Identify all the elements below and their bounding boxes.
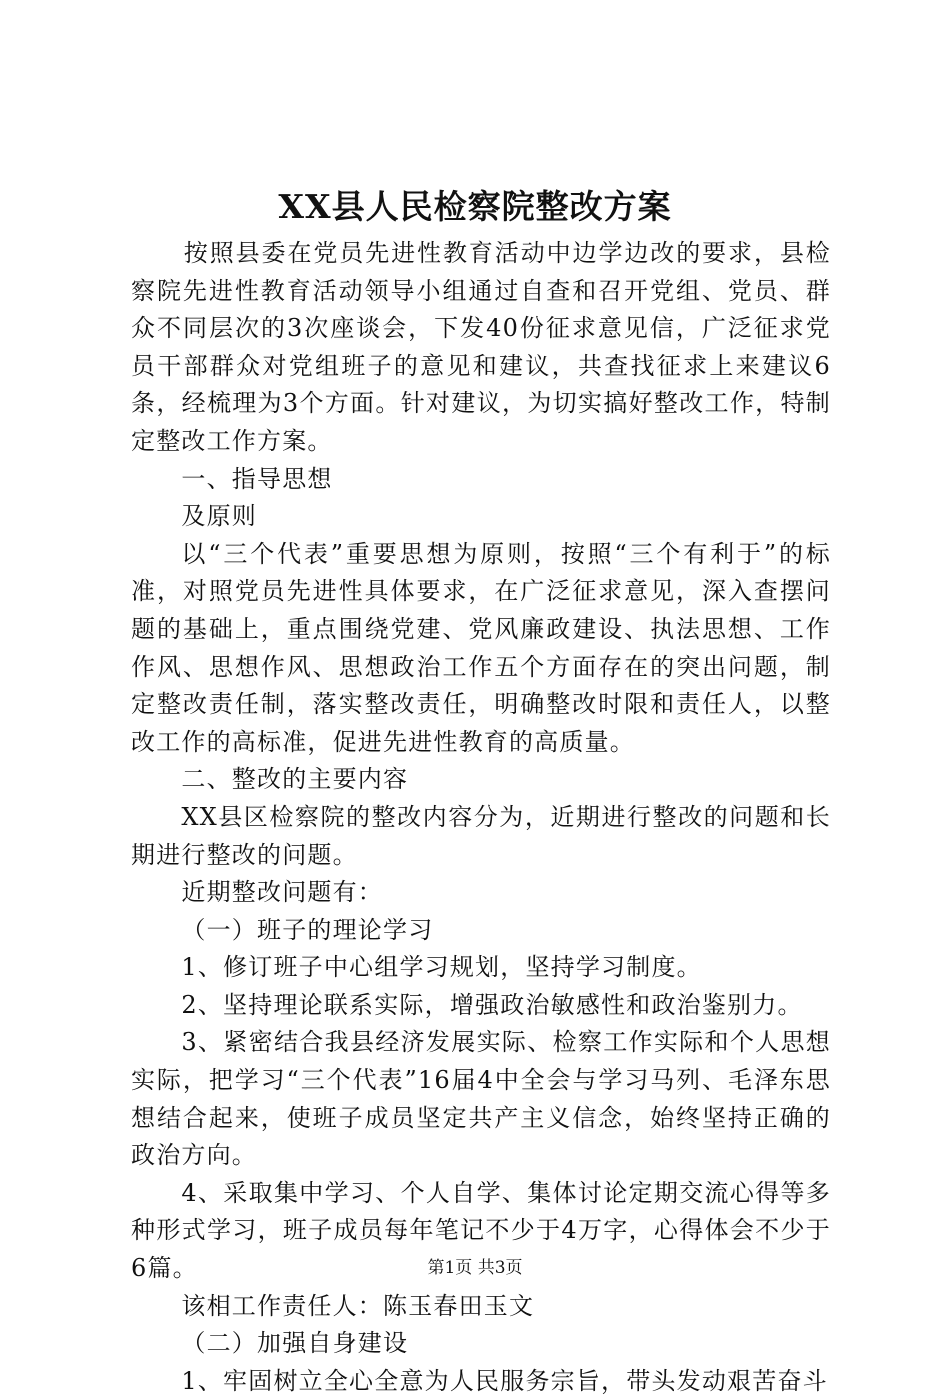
page-footer: 第1页 共3页 [427,1258,523,1278]
list-item-4: 4、采取集中学习、个人自学、集体讨论定期交流心得等多种形式学习，班子成员每年笔记不少于4万字，心得体会不少于6篇。 [131,1178,831,1283]
subheading-self-building: （二）加强自身建设 [181,1329,409,1358]
subheading-theory-study: （一）班子的理论学习 [181,915,434,944]
heading-principle: 及原则 [181,502,257,531]
heading-guiding-thought: 一、指导思想 [181,464,333,493]
paragraph-guiding-thought: 以“三个代表”重要思想为原则，按照“三个有利于”的标准，对照党员先进性具体要求，在广泛征求意见，深入查摆问题的基础上，重点围绕党建、党风廉政建设、执法思想、工作作风、思想作风、思想政治工作五个方面存在的突出问题，制定整改责任制，落实整改责任，明确整改时限和责任人，以整改工作的高标准，促进先进性教育的高质量。 [131,539,831,756]
document-title: XX县人民检察院整改方案 [278,187,672,226]
list-item-self-building-1: 1、牢固树立全心全意为人民服务宗旨，带头发动艰苦奋斗 [181,1366,828,1395]
paragraph-near-term-issues: 近期整改问题有： [181,878,383,907]
list-item-1: 1、修订班子中心组学习规划，坚持学习制度。 [181,953,702,982]
heading-main-content: 二、整改的主要内容 [181,765,409,794]
list-item-2: 2、坚持理论联系实际，增强政治敏感性和政治鉴别力。 [181,990,803,1019]
paragraph-responsible-persons: 该相工作责任人：陈玉春田玉文 [181,1291,535,1320]
list-item-3: 3、紧密结合我县经济发展实际、检察工作实际和个人思想实际，把学习“三个代表”16届4中全会与学习马列、毛泽东思想结合起来，使班子成员坚定共产主义信念，始终坚持正确的政治方向。 [131,1028,831,1170]
paragraph-intro: 按照县委在党员先进性教育活动中边学边改的要求，县检察院先进性教育活动领导小组通过自查和召开党组、党员、群众不同层次的3次座谈会，下发40份征求意见信，广泛征求党员干部群众对党组班子的意见和建议，共查找征求上来建议6条，经梳理为3个方面。针对建议，为切实搞好整改工作，特制定整改工作方案。 [131,239,831,455]
document-body [131,235,831,1400]
paragraph-content-division: XX县区检察院的整改内容分为，近期进行整改的问题和长期进行整改的问题。 [131,802,831,869]
